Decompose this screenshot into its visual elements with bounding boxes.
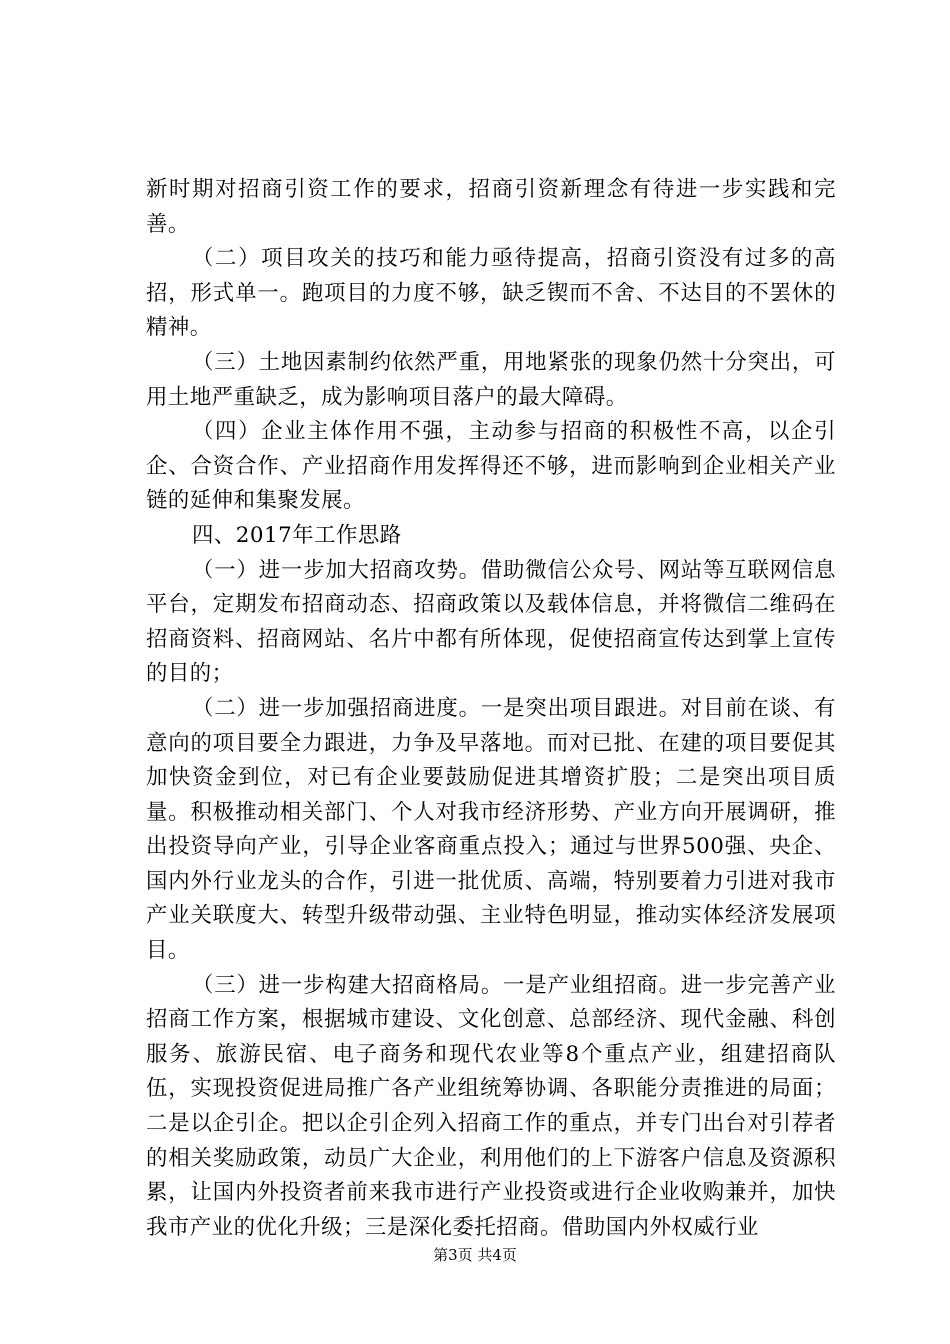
paragraph: 新时期对招商引资工作的要求，招商引资新理念有待进一步实践和完善。 [146,177,836,237]
paragraph: （三）进一步构建大招商格局。一是产业组招商。进一步完善产业招商工作方案，根据城市建设、文化创意、总部经济、现代金融、科创服务、旅游民宿、电子商务和现代农业等8个重点产业，组建招商队伍，实现投资促进局推广各产业组统筹协调、各职能分责推进的局面；二是以企引企。把以企引企列入招商工作的重点，并专门出台对引荐者的相关奖励政策，动员广大企业，利用他们的上下游客户信息及资源积累，让国内外投资者前来我市进行产业投资或进行企业收购兼并，加快我市产业的优化升级；三是深化委托招商。借助国内外权威行业 [146,972,836,1240]
paragraph: （一）进一步加大招商攻势。借助微信公众号、网站等互联网信息平台，定期发布招商动态、招商政策以及载体信息，并将微信二维码在招商资料、招商网站、名片中都有所体现，促使招商宣传达到掌上宣传的目的； [146,557,836,687]
document-body [146,173,836,1245]
section-heading: 四、2017年工作思路 [192,522,402,548]
page-number-footer: 第3页 共4页 [433,1246,517,1264]
paragraph: （四）企业主体作用不强，主动参与招商的积极性不高，以企引企、合资合作、产业招商作用发挥得还不够，进而影响到企业相关产业链的延伸和集聚发展。 [146,419,836,514]
paragraph: （二）进一步加强招商进度。一是突出项目跟进。对目前在谈、有意向的项目要全力跟进，力争及早落地。而对已批、在建的项目要促其加快资金到位，对已有企业要鼓励促进其增资扩股；二是突出项目质量。积极推动相关部门、个人对我市经济形势、产业方向开展调研，推出投资导向产业，引导企业客商重点投入；通过与世界500强、央企、国内外行业龙头的合作，引进一批优质、高端，特别要着力引进对我市产业关联度大、转型升级带动强、主业特色明显，推动实体经济发展项目。 [146,695,836,964]
paragraph: （三）土地因素制约依然严重，用地紧张的现象仍然十分突出，可用土地严重缺乏，成为影响项目落户的最大障碍。 [146,349,836,410]
paragraph: （二）项目攻关的技巧和能力亟待提高，招商引资没有过多的高招，形式单一。跑项目的力度不够，缺乏锲而不舍、不达目的不罢休的精神。 [146,246,836,341]
